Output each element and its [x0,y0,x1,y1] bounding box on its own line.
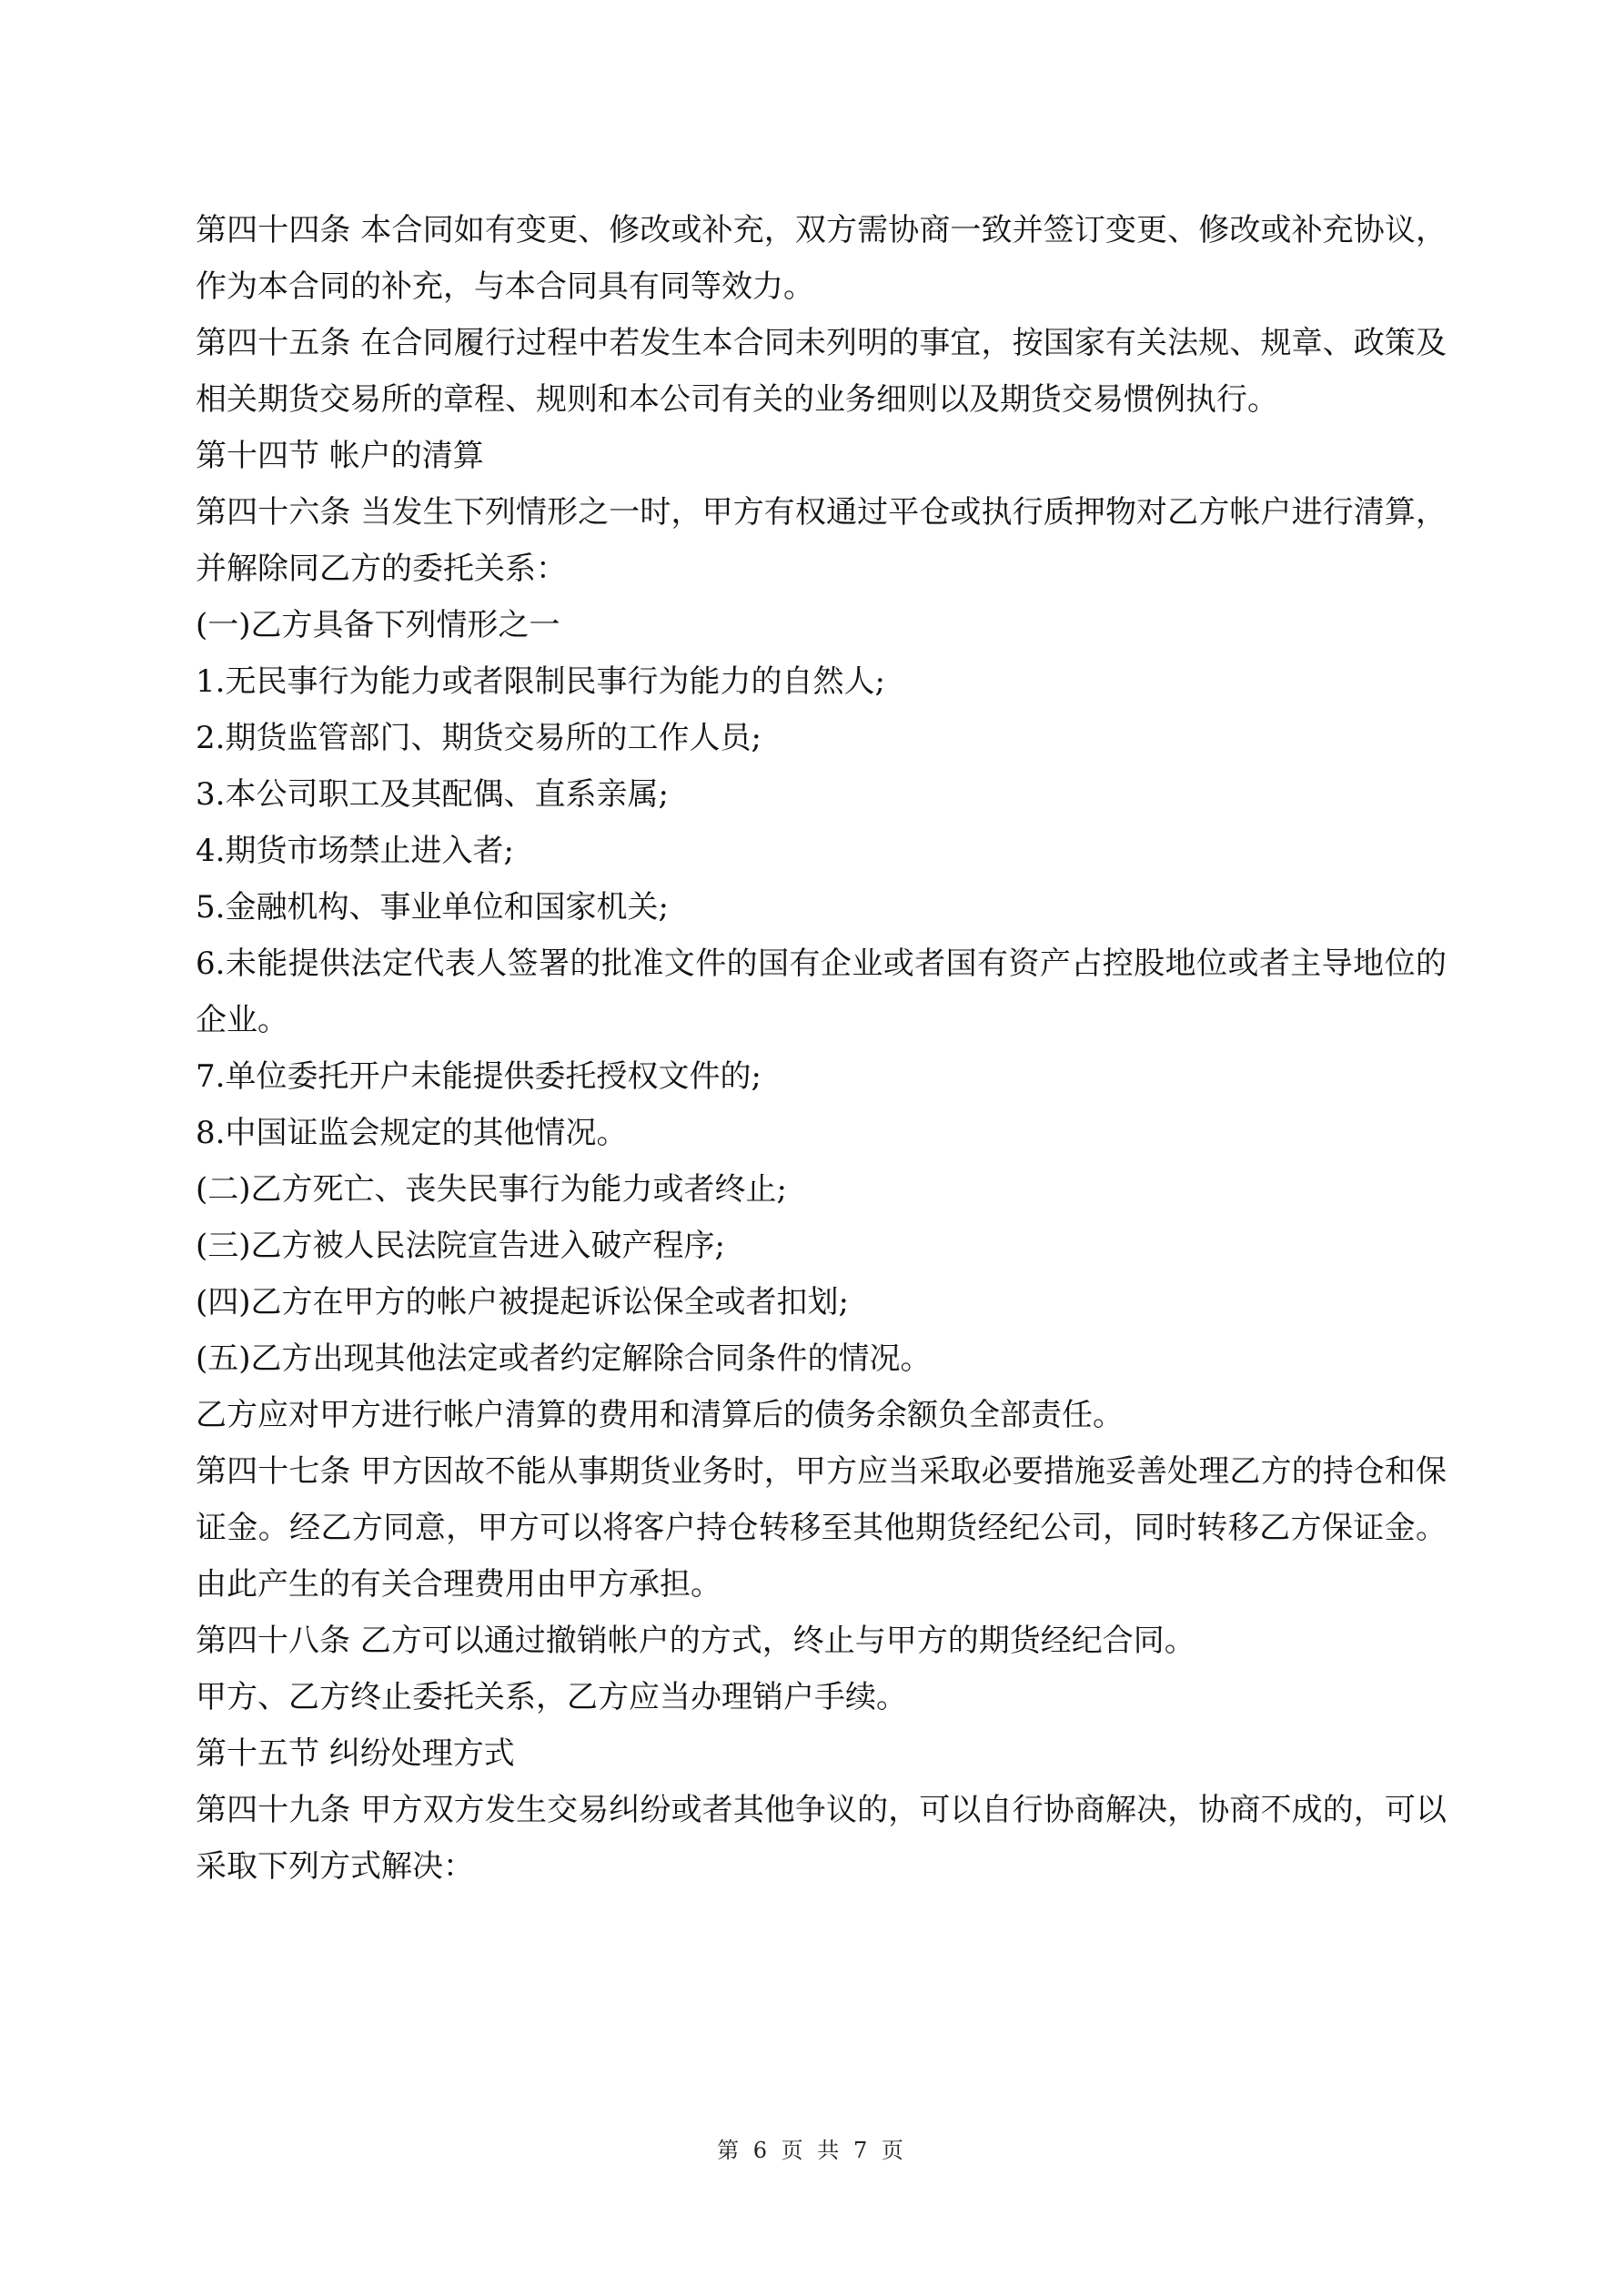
clause-4: (四)乙方在甲方的帐户被提起诉讼保全或者扣划; [196,1284,849,1320]
section-14-heading: 第十四节 帐户的清算 [196,438,484,474]
list-item-4: 4.期货市场禁止进入者; [196,833,514,869]
list-item-5: 5.金融机构、事业单位和国家机关; [196,889,669,925]
list-item-1: 1.无民事行为能力或者限制民事行为能力的自然人; [196,663,885,700]
list-item-3: 3.本公司职工及其配偶、直系亲属; [196,776,669,813]
article-48: 第四十八条 乙方可以通过撤销帐户的方式，终止与甲方的期货经纪合同。 [196,1623,1195,1659]
clause-5: (五)乙方出现其他法定或者约定解除合同条件的情况。 [196,1340,932,1377]
article-46: 第四十六条 当发生下列情形之一时，甲方有权通过平仓或执行质押物对乙方帐户进行清算，并解除同乙方的委托关系： [196,494,1447,587]
section-15-heading: 第十五节 纠纷处理方式 [196,1735,515,1772]
article-47: 第四十七条 甲方因故不能从事期货业务时，甲方应当采取必要措施妥善处理乙方的持仓和保证金。经乙方同意，甲方可以将客户持仓转移至其他期货经纪公司，同时转移乙方保证金。由此产生的有关合理费用由甲方承担。 [196,1453,1447,1603]
clause-1-intro: (一)乙方具备下列情形之一 [196,607,560,643]
list-item-7: 7.单位委托开户未能提供委托授权文件的; [196,1058,762,1095]
article-44: 第四十四条 本合同如有变更、修改或补充，双方需协商一致并签订变更、修改或补充协议，作为本合同的补充，与本合同具有同等效力。 [196,212,1447,305]
list-item-8: 8.中国证监会规定的其他情况。 [196,1115,628,1151]
page-number-footer: 第 6 页 共 7 页 [717,2138,907,2163]
article-45: 第四十五条 在合同履行过程中若发生本合同未列明的事宜，按国家有关法规、规章、政策及相关期货交易所的章程、规则和本公司有关的业务细则以及期货交易惯例执行。 [196,325,1447,418]
document-body [196,202,1447,1895]
clause-3: (三)乙方被人民法院宣告进入破产程序; [196,1228,725,1264]
article-49: 第四十九条 甲方双方发生交易纠纷或者其他争议的，可以自行协商解决，协商不成的，可以采取下列方式解决： [196,1792,1447,1885]
liability-statement: 乙方应对甲方进行帐户清算的费用和清算后的债务余额负全部责任。 [196,1397,1124,1433]
termination-statement: 甲方、乙方终止委托关系，乙方应当办理销户手续。 [196,1679,907,1715]
clause-2: (二)乙方死亡、丧失民事行为能力或者终止; [196,1171,787,1208]
list-item-6: 6.未能提供法定代表人签署的批准文件的国有企业或者国有资产占控股地位或者主导地位的企业。 [196,946,1447,1038]
list-item-2: 2.期货监管部门、期货交易所的工作人员; [196,720,762,756]
